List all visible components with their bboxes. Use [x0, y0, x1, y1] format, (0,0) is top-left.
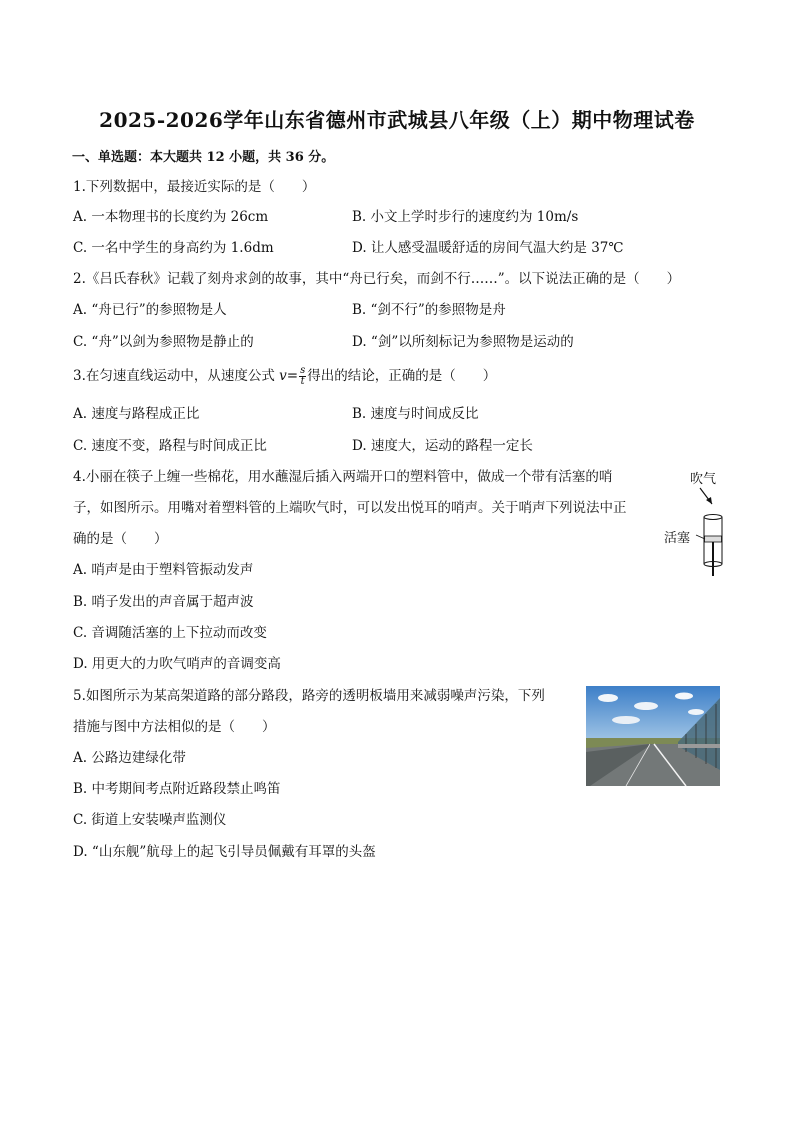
question-3-option-d: D. 速度大，运动的路程一定长	[352, 438, 533, 454]
formula-denominator: t	[300, 376, 305, 387]
question-5-line-2: 措施与图中方法相似的是（ ）	[73, 719, 276, 735]
question-4-line-3: 确的是（ ）	[73, 531, 168, 547]
question-4-line-2: 子，如图所示。用嘴对着塑料管的上端吹气时，可以发出悦耳的哨声。关于哨声下列说法中正	[73, 500, 627, 516]
question-3-stem	[73, 366, 496, 387]
question-3-stem-pre: 3.在匀速直线运动中，从速度公式	[73, 368, 280, 384]
question-1-option-c: C. 一名中学生的身高约为 1.6dm	[73, 240, 274, 256]
question-1-stem: 1.下列数据中，最接近实际的是（ ）	[73, 179, 316, 195]
question-2-option-a: A. “舟已行”的参照物是人	[73, 302, 227, 318]
question-2-stem: 2.《吕氏春秋》记载了刻舟求剑的故事，其中“舟已行矣，而剑不行……”。以下说法正确的是（ ）	[73, 271, 681, 287]
question-5-option-b: B. 中考期间考点附近路段禁止鸣笛	[73, 781, 281, 797]
question-3-option-b: B. 速度与时间成反比	[352, 406, 479, 422]
piston-label: 活塞	[664, 531, 691, 546]
question-5-line-1: 5.如图所示为某高架道路的部分路段，路旁的透明板墙用来减弱噪声污染，下列	[73, 688, 545, 704]
question-2-option-b: B. “剑不行”的参照物是舟	[352, 302, 506, 318]
question-5-option-d: D. “山东舰”航母上的起飞引导员佩戴有耳罩的头盔	[73, 844, 376, 860]
whistle-diagram	[660, 464, 740, 584]
question-4-option-d: D. 用更大的力吹气哨声的音调变高	[73, 656, 281, 672]
question-2-option-c: C. “舟”以剑为参照物是静止的	[73, 334, 254, 350]
formula-v: v=	[279, 368, 299, 384]
question-3-option-a: A. 速度与路程成正比	[73, 406, 200, 422]
question-2-option-d: D. “剑”以所刻标记为参照物是运动的	[352, 334, 574, 350]
question-4-option-a: A. 哨声是由于塑料管振动发声	[73, 562, 254, 578]
question-5-option-a: A. 公路边建绿化带	[73, 750, 186, 766]
question-5-option-c: C. 街道上安装噪声监测仪	[73, 812, 227, 828]
exam-title: 2025-2026学年山东省德州市武城县八年级（上）期中物理试卷	[99, 108, 695, 132]
question-3-stem-post: 得出的结论，正确的是（ ）	[307, 368, 497, 384]
question-4-option-c: C. 音调随活塞的上下拉动而改变	[73, 625, 267, 641]
question-4-line-1: 4.小丽在筷子上缠一些棉花，用水蘸湿后插入两端开口的塑料管中，做成一个带有活塞的哨	[73, 469, 613, 485]
question-4-option-b: B. 哨子发出的声音属于超声波	[73, 594, 254, 610]
question-1-option-b: B. 小文上学时步行的速度约为 10m/s	[352, 209, 579, 225]
question-1-option-a: A. 一本物理书的长度约为 26cm	[73, 209, 269, 225]
formula-numerator: s	[300, 365, 306, 376]
formula-fraction	[299, 366, 306, 387]
whistle-figure	[660, 464, 740, 584]
highway-noise-barrier-photo	[586, 686, 720, 786]
section-heading: 一、单选题：本大题共 12 小题，共 36 分。	[72, 150, 335, 165]
question-3-option-c: C. 速度不变，路程与时间成正比	[73, 438, 267, 454]
question-1-option-d: D. 让人感受温暖舒适的房间气温大约是 37℃	[352, 240, 624, 256]
blow-label: 吹气	[690, 472, 717, 487]
